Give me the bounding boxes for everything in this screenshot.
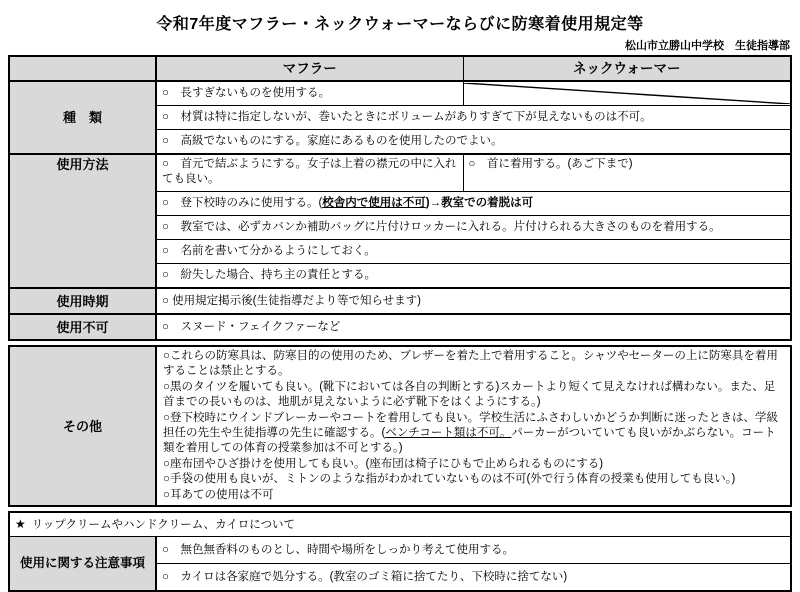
notes-heading-cell <box>9 512 791 537</box>
rule-cell: ○ スヌード・フェイクファーなど <box>156 314 791 340</box>
row-label-period: 使用時期 <box>9 288 156 314</box>
rule-text-underlined: ベンチコート類は不可。 <box>385 427 512 440</box>
rule-cell: ○ 無色無香料のものとし、時間や場所をしっかり考えて使用する。 <box>156 537 791 564</box>
row-label-notes: 使用に関する注意事項 <box>9 537 156 592</box>
row-label-forbidden: 使用不可 <box>9 314 156 340</box>
rule-line: ○耳あての使用は不可 <box>163 488 274 501</box>
notes-table <box>8 511 792 592</box>
rule-cell: ○ カイロは各家庭で処分する。(教室のゴミ箱に捨てたり、下校時に捨てない) <box>156 564 791 592</box>
table-row <box>9 81 791 106</box>
table-row <box>9 537 791 564</box>
table-row <box>9 512 791 537</box>
rule-line: ○座布団やひざ掛けを使用しても良い。(座布団は椅子にひもで止められるものにする) <box>163 457 604 470</box>
rule-line <box>163 411 784 457</box>
rule-text-bold: →教室での着脱は可 <box>429 197 534 209</box>
rule-line: ○手袋の使用も良いが、ミトンのような指がわかれていないものは不可(外で行う体育の授業も使用しても良い。) <box>163 473 736 486</box>
table-row <box>9 288 791 314</box>
rule-cell-muffler: ○ 首元で結ぶようにする。女子は上着の襟元の中に入れても良い。 <box>156 154 463 192</box>
rule-line: ○これらの防寒具は、防寒目的の使用のため、ブレザーを着た上で着用すること。シャツやセーターの上に防寒具を着用することは禁止とする。 <box>163 350 778 378</box>
other-rules-table <box>8 345 792 507</box>
table-row <box>9 314 791 340</box>
document-page <box>0 11 800 583</box>
other-rules-cell <box>156 346 791 506</box>
rule-text: ○登下校時にウインドブレーカーやコートを着用しても良い。学校生活にふさわしいかどうか判断に迷ったときは、学級担任の先生や生徒指導の先生に確認する。( <box>163 411 779 440</box>
page-title: 令和7年度マフラー・ネックウォーマーならびに防寒着使用規定等 <box>156 16 644 33</box>
rule-line: ○黒のタイツを履いても良い。(靴下においては各自の判断とする)スカートより短くて見えなければ構わない。また、足首までの長いものは、地肌が見えないように必ず靴下をはくようにする。) <box>163 380 776 409</box>
rule-text: ○ 登下校時のみに使用する。( <box>162 197 323 209</box>
column-header-neckwarmer: ネックウォーマー <box>463 56 791 81</box>
rule-text: ) <box>425 197 430 209</box>
diagonal-line-icon <box>464 83 791 104</box>
row-label-other: その他 <box>9 346 156 506</box>
rule-cell: ○ 名前を書いて分かるようにしておく。 <box>156 240 791 264</box>
rule-cell <box>156 192 791 216</box>
page-subtitle: 松山市立勝山中学校 生徒指導部 <box>625 40 790 52</box>
rule-text: パーカーがついていても良いがかぶらない。コート類を着用しての体育の授業参加は不可とする。) <box>163 427 776 455</box>
rule-cell-neckwarmer: ○ 首に着用する。(あご下まで) <box>463 154 791 192</box>
row-label-type: 種 類 <box>9 81 156 154</box>
notes-heading: リップクリームやハンドクリーム、カイロについて <box>31 518 295 531</box>
header-row <box>9 56 791 81</box>
rule-cell: ○ 材質は特に指定しないが、巻いたときにボリュームがありすぎて下が見えないものは不可。 <box>156 106 791 130</box>
main-rules-table <box>8 55 792 341</box>
table-row <box>9 346 791 506</box>
corner-cell <box>9 56 156 81</box>
rule-cell: ○ 高級でないものにする。家庭にあるものを使用したのでよい。 <box>156 130 791 155</box>
rule-cell: ○ 紛失した場合、持ち主の責任とする。 <box>156 264 791 289</box>
row-label-usage: 使用方法 <box>9 154 156 288</box>
rule-cell: ○ 長すぎないものを使用する。 <box>156 81 463 106</box>
column-header-muffler: マフラー <box>156 56 463 81</box>
star-icon: ★ <box>15 516 26 531</box>
rule-cell: ○ 教室では、必ずカバンか補助バッグに片付けロッカーに入れる。片付けられる大きさのものを着用する。 <box>156 216 791 240</box>
diagonal-strike-cell <box>463 81 791 106</box>
rule-text-underlined: 校舎内で使用は不可 <box>322 197 426 209</box>
rule-cell: ○ 使用規定掲示後(生徒指導だより等で知らせます) <box>156 288 791 314</box>
table-row <box>9 154 791 192</box>
